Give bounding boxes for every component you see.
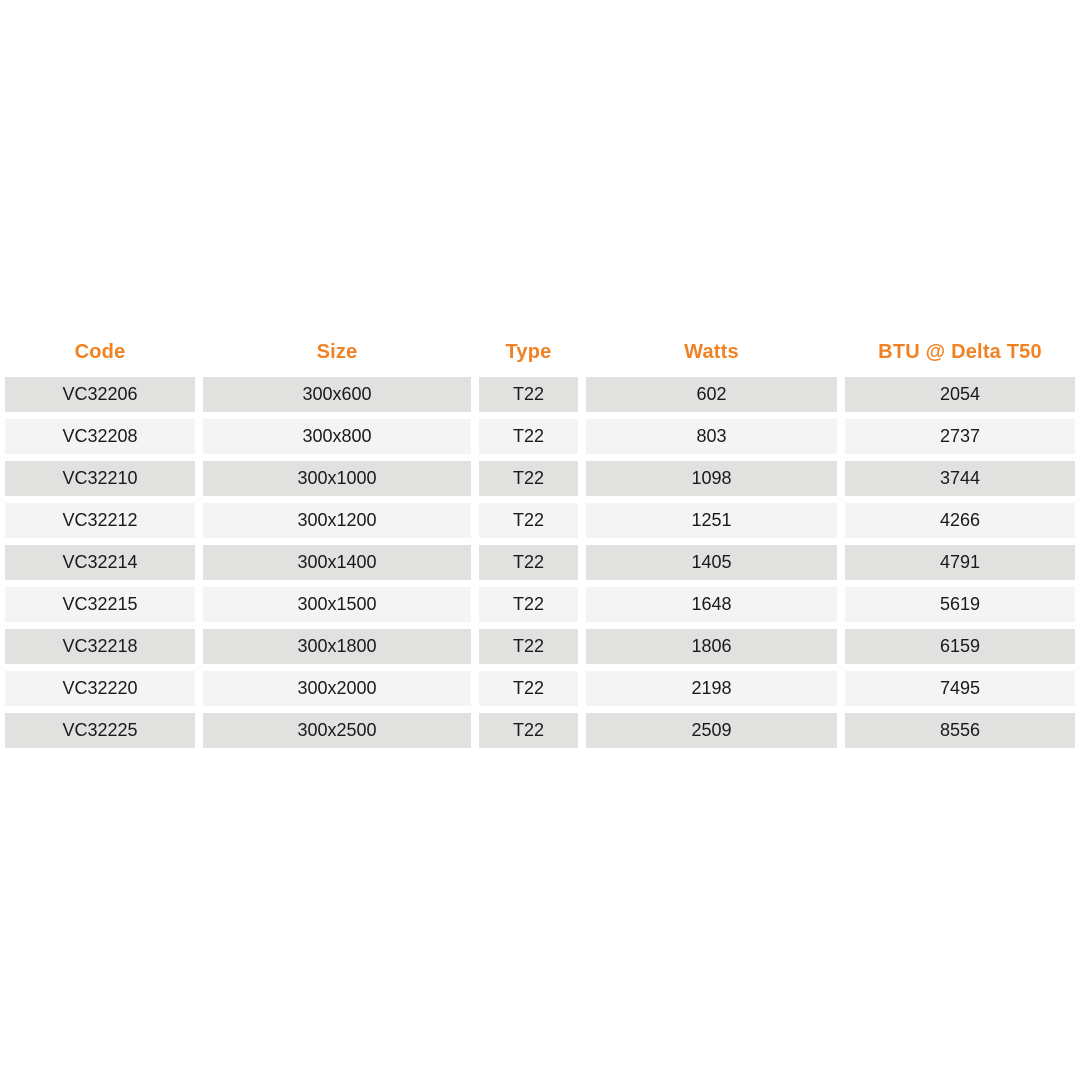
column-header-size: Size xyxy=(316,340,358,363)
cell-btu: 8556 xyxy=(845,713,1075,748)
cell-size: 300x1800 xyxy=(203,629,471,664)
table-row xyxy=(0,628,1080,670)
cell-code: VC32220 xyxy=(5,671,195,706)
cell-watts: 1648 xyxy=(586,587,837,622)
cell-size: 300x800 xyxy=(203,419,471,454)
cell-watts: 1806 xyxy=(586,629,837,664)
column-header-btu: BTU @ Delta T50 xyxy=(878,340,1042,363)
cell-code: VC32225 xyxy=(5,713,195,748)
cell-code: VC32215 xyxy=(5,587,195,622)
cell-code: VC32210 xyxy=(5,461,195,496)
spec-table xyxy=(0,332,1080,754)
cell-size: 300x2500 xyxy=(203,713,471,748)
table-row xyxy=(0,544,1080,586)
table-row xyxy=(0,376,1080,418)
cell-type: T22 xyxy=(479,503,578,538)
table-row xyxy=(0,418,1080,460)
cell-size: 300x2000 xyxy=(203,671,471,706)
cell-size: 300x1200 xyxy=(203,503,471,538)
cell-btu: 5619 xyxy=(845,587,1075,622)
table-header-row xyxy=(0,332,1080,376)
cell-btu: 7495 xyxy=(845,671,1075,706)
column-header-type: Type xyxy=(505,340,552,363)
cell-btu: 4791 xyxy=(845,545,1075,580)
cell-btu: 6159 xyxy=(845,629,1075,664)
cell-type: T22 xyxy=(479,629,578,664)
cell-watts: 602 xyxy=(586,377,837,412)
cell-watts: 1251 xyxy=(586,503,837,538)
cell-size: 300x1000 xyxy=(203,461,471,496)
table-row xyxy=(0,502,1080,544)
cell-type: T22 xyxy=(479,713,578,748)
table-row xyxy=(0,460,1080,502)
cell-watts: 1098 xyxy=(586,461,837,496)
table-row xyxy=(0,586,1080,628)
cell-btu: 2054 xyxy=(845,377,1075,412)
cell-code: VC32214 xyxy=(5,545,195,580)
cell-type: T22 xyxy=(479,545,578,580)
cell-code: VC32218 xyxy=(5,629,195,664)
cell-type: T22 xyxy=(479,419,578,454)
cell-code: VC32206 xyxy=(5,377,195,412)
cell-btu: 4266 xyxy=(845,503,1075,538)
cell-size: 300x600 xyxy=(203,377,471,412)
cell-type: T22 xyxy=(479,461,578,496)
cell-type: T22 xyxy=(479,587,578,622)
cell-code: VC32208 xyxy=(5,419,195,454)
cell-type: T22 xyxy=(479,671,578,706)
cell-btu: 3744 xyxy=(845,461,1075,496)
cell-code: VC32212 xyxy=(5,503,195,538)
cell-watts: 803 xyxy=(586,419,837,454)
cell-btu: 2737 xyxy=(845,419,1075,454)
table-row xyxy=(0,670,1080,712)
cell-size: 300x1400 xyxy=(203,545,471,580)
column-header-code: Code xyxy=(74,340,126,363)
cell-watts: 2509 xyxy=(586,713,837,748)
cell-watts: 1405 xyxy=(586,545,837,580)
cell-size: 300x1500 xyxy=(203,587,471,622)
column-header-watts: Watts xyxy=(684,340,739,363)
cell-type: T22 xyxy=(479,377,578,412)
table-row xyxy=(0,712,1080,754)
cell-watts: 2198 xyxy=(586,671,837,706)
